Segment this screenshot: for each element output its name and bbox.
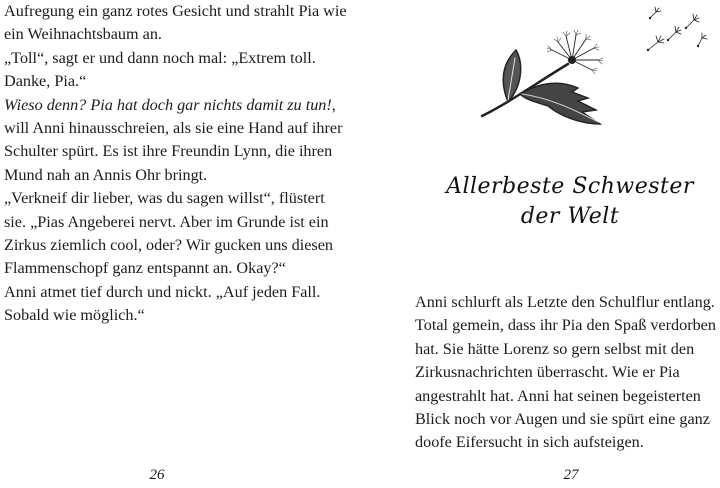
paragraph-2: „Toll“, sagt er und dann noch mal: „Extrem toll. Danke, Pia.“ — [4, 48, 316, 91]
paragraph-1: Aufregung ein ganz rotes Gesicht und strahlt Pia wie ein Weihnachtsbaum an. — [4, 2, 347, 44]
paragraph-3 — [4, 94, 350, 188]
chapter-title-line-2: der Welt — [520, 204, 620, 229]
chapter-title-line-1: Allerbeste Schwester — [446, 174, 694, 199]
right-page — [360, 0, 720, 488]
italic-thought: Wieso denn? Pia hat doch gar nichts damit zu tun! — [4, 95, 332, 114]
right-page-text — [415, 291, 720, 455]
left-page-text — [4, 0, 350, 328]
chapter-paragraph: Anni schlurft als Letzte den Schulflur entlang. Total gemein, dass ihr Pia den Spaß verdorben hat. Sie hätte Lorenz so gern selbst mit den Zirkusnachrichten überrascht. Wie er Pia angestrahlt hat. Anni hat seinen begeisterten Blick noch vor Augen und sie spürt eine ganz doofe Eifersucht in sich aufsteigen. — [415, 293, 716, 452]
dandelion-illustration — [480, 2, 720, 132]
chapter-title — [420, 172, 720, 232]
paragraph-5: Anni atmet tief durch und nickt. „Auf jeden Fall. Sobald wie möglich.“ — [4, 282, 321, 325]
paragraph-3-rest: , will Anni hinausschreien, als sie eine Hand auf ihrer Schulter spürt. Es ist ihre Freundin Lynn, die ihren Mund nah an Annis Ohr bringt. — [4, 95, 343, 184]
page-number-left: 26 — [149, 467, 165, 483]
paragraph-4: „Verkneif dir lieber, was du sagen willst“, flüstert sie. „Pias Angeberei nervt. Aber im Grunde ist ein Zirkus ziemlich cool, oder? Wir gucken uns diesen Flammenschopf ganz entspannt an. Okay?“ — [4, 189, 333, 278]
page-number-right: 27 — [563, 467, 579, 483]
